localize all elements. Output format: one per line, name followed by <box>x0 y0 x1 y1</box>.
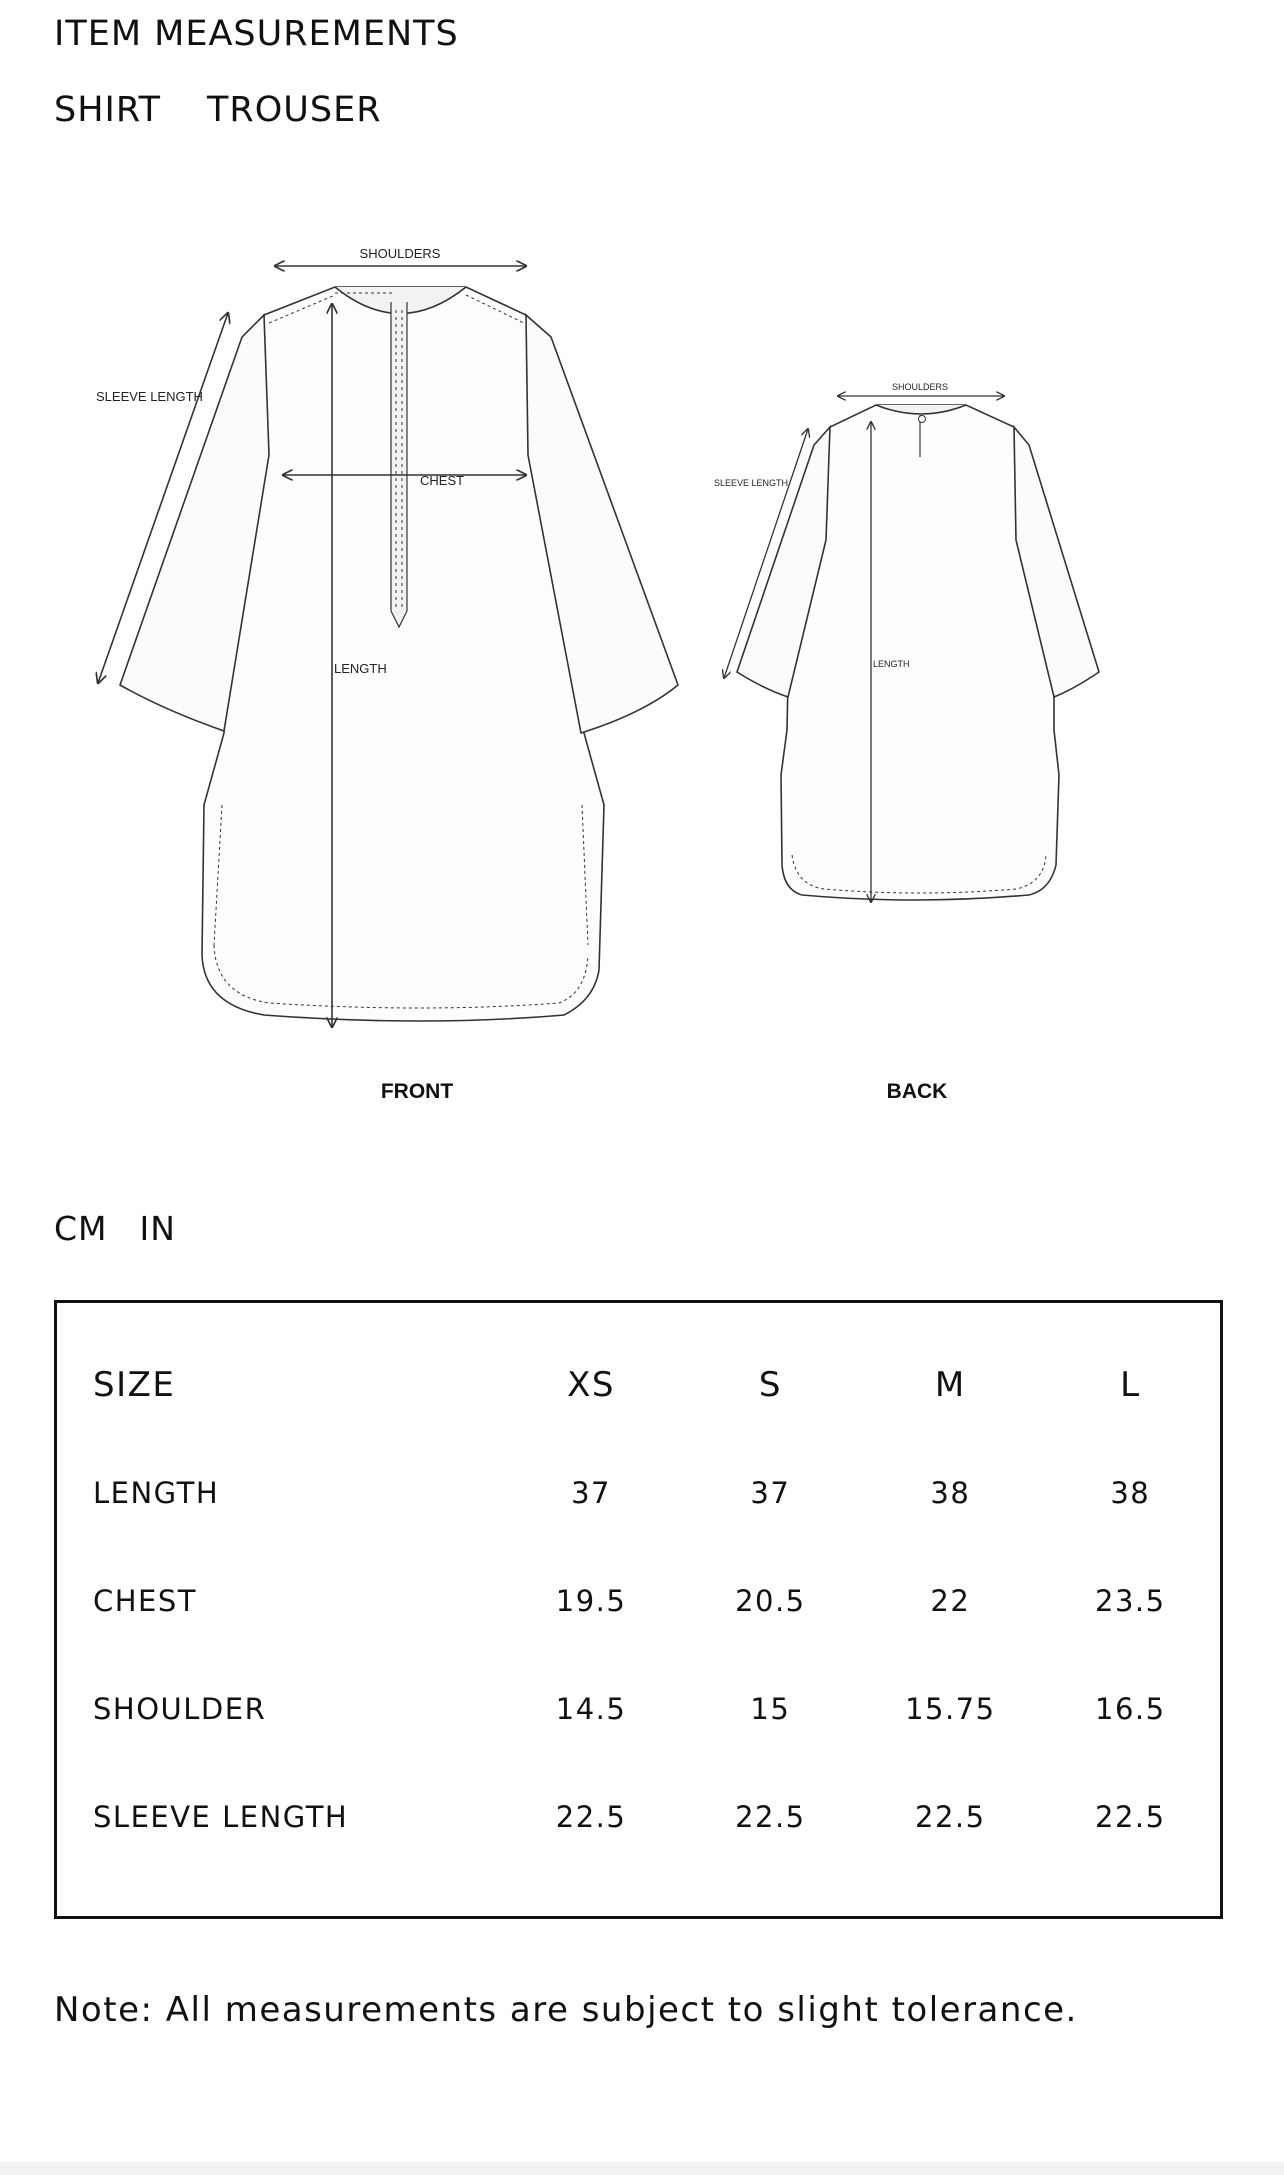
tab-trouser[interactable]: TROUSER <box>207 90 382 130</box>
front-caption: FRONT <box>380 1080 454 1103</box>
table-header-row <box>93 1331 1220 1439</box>
table-cell: 23.5 <box>1095 1584 1166 1618</box>
row-label: SLEEVE LENGTH <box>93 1800 349 1834</box>
front-shoulders-label: SHOULDERS <box>359 246 441 261</box>
table-cell: 22.5 <box>735 1800 806 1834</box>
tab-shirt[interactable]: SHIRT <box>54 90 162 130</box>
shirt-illustration <box>54 165 1184 1145</box>
section-title: ITEM MEASUREMENTS <box>54 14 459 54</box>
unit-toggle <box>54 1209 176 1249</box>
table-row <box>93 1547 1220 1655</box>
measurement-diagram <box>54 165 1184 1145</box>
size-chart <box>54 1300 1223 1919</box>
header-m: M <box>934 1365 966 1405</box>
table-cell: 19.5 <box>555 1584 627 1618</box>
bottom-edge <box>0 2162 1284 2175</box>
front-chest-label: CHEST <box>420 473 465 488</box>
table-cell: 20.5 <box>735 1584 806 1618</box>
table-cell: 22.5 <box>915 1800 986 1834</box>
back-shoulders-label: SHOULDERS <box>891 382 949 392</box>
table-row <box>93 1763 1220 1871</box>
unit-in-button[interactable]: IN <box>139 1209 176 1248</box>
header-xs: XS <box>567 1365 615 1405</box>
table-cell: 22 <box>930 1584 971 1618</box>
back-length-label: LENGTH <box>873 659 910 669</box>
header-size: SIZE <box>93 1365 176 1405</box>
table-cell: 38 <box>930 1476 971 1510</box>
back-caption: BACK <box>886 1080 948 1103</box>
unit-cm-button[interactable]: CM <box>54 1209 108 1248</box>
garment-tabs <box>54 90 382 130</box>
table-cell: 22.5 <box>1095 1800 1166 1834</box>
table-row <box>93 1655 1220 1763</box>
row-label: CHEST <box>93 1584 198 1618</box>
table-cell: 16.5 <box>1095 1692 1166 1726</box>
tolerance-note: Note: All measurements are subject to slight tolerance. <box>54 1990 1078 2030</box>
table-row <box>93 1439 1220 1547</box>
table-cell: 15 <box>750 1692 791 1726</box>
front-sleeve-length-label: SLEEVE LENGTH <box>96 389 203 404</box>
back-sleeve-length-label: SLEEVE LENGTH <box>714 478 789 488</box>
row-label: SHOULDER <box>93 1692 267 1726</box>
table-cell: 37 <box>750 1476 791 1510</box>
table-cell: 38 <box>1110 1476 1151 1510</box>
row-label: LENGTH <box>93 1476 220 1510</box>
table-cell: 14.5 <box>555 1692 627 1726</box>
header-s: S <box>758 1365 782 1405</box>
header-l: L <box>1120 1365 1141 1405</box>
front-length-label: LENGTH <box>334 661 387 676</box>
table-cell: 22.5 <box>555 1800 627 1834</box>
size-table <box>93 1331 1220 1871</box>
table-cell: 15.75 <box>905 1692 996 1726</box>
front-shirt-drawing <box>120 287 678 1021</box>
table-cell: 37 <box>571 1476 611 1510</box>
